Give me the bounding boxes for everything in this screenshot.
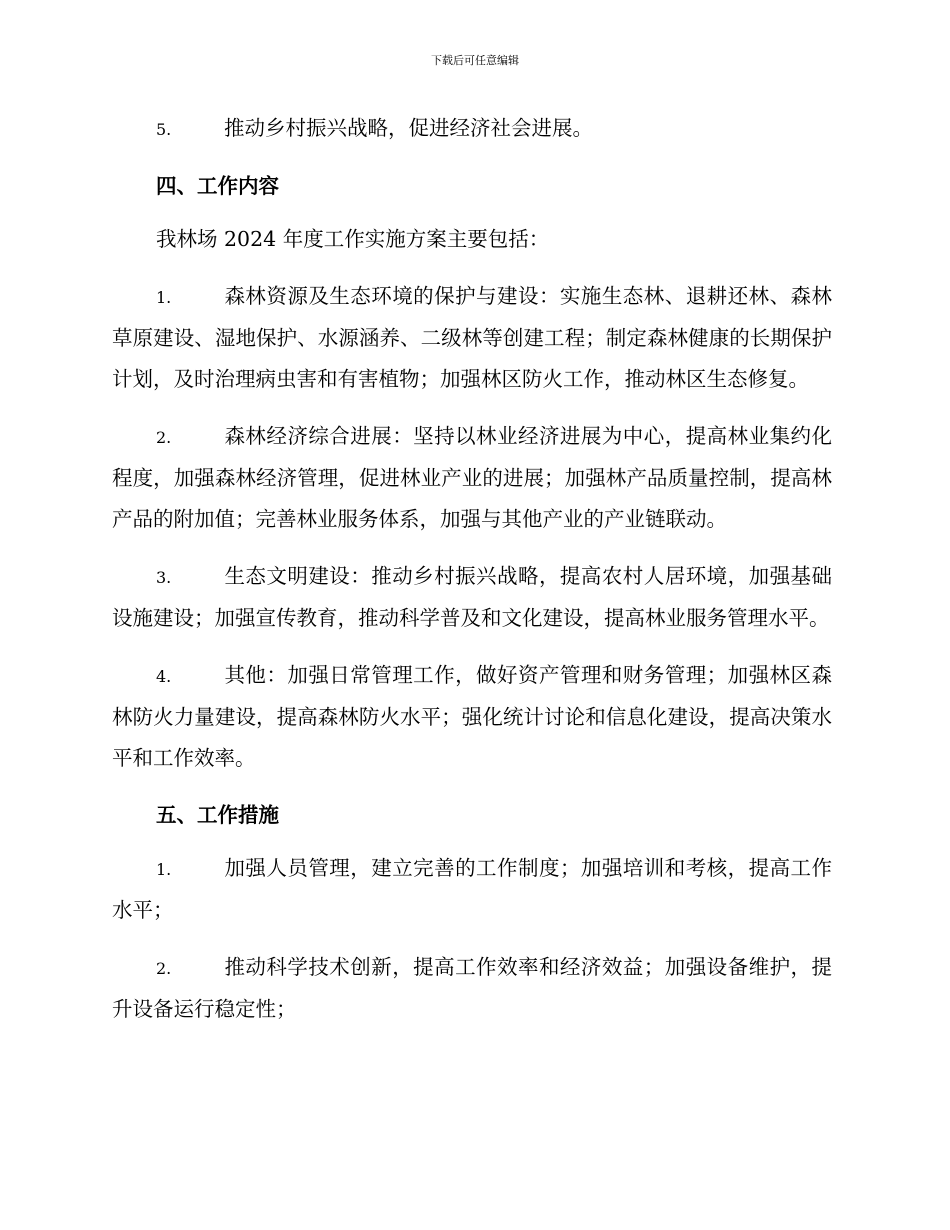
section-heading: 四、工作内容 bbox=[156, 174, 279, 198]
item-number: 1. bbox=[156, 860, 172, 879]
document-body bbox=[112, 108, 832, 1046]
item-text: 加强人员管理，建立完善的工作制度；加强培训和考核，提高工作水平； bbox=[112, 856, 832, 922]
list-item bbox=[112, 947, 832, 1030]
item-text: 森林资源及生态环境的保护与建设：实施生态林、退耕还林、森林草原建设、湿地保护、水源涵养、二级林等创建工程；制定森林健康的长期保护计划，及时治理病虫害和有害植物；加强林区防火工作，推动林区生态修复。 bbox=[112, 284, 832, 391]
list-item bbox=[112, 276, 832, 400]
list-item bbox=[112, 416, 832, 540]
section-intro: 我林场 2024 年度工作实施方案主要包括： bbox=[156, 227, 550, 251]
item-number: 2. bbox=[156, 428, 172, 447]
section-heading: 五、工作措施 bbox=[156, 803, 279, 827]
list-item bbox=[112, 556, 832, 639]
list-item bbox=[112, 655, 832, 779]
page-header: 下载后可任意编辑 bbox=[431, 54, 519, 67]
item-number: 3. bbox=[156, 568, 172, 587]
item-text: 森林经济综合进展：坚持以林业经济进展为中心，提高林业集约化程度，加强森林经济管理，促进林业产业的进展；加强林产品质量控制，提高林产品的附加值；完善林业服务体系，加强与其他产业的产业链联动。 bbox=[112, 424, 832, 531]
item-text: 推动乡村振兴战略，促进经济社会进展。 bbox=[224, 116, 593, 140]
item-text: 其他：加强日常管理工作，做好资产管理和财务管理；加强林区森林防火力量建设，提高森林防火水平；强化统计讨论和信息化建设，提高决策水平和工作效率。 bbox=[112, 663, 832, 770]
item-text: 生态文明建设：推动乡村振兴战略，提高农村人居环境，加强基础设施建设；加强宣传教育，推动科学普及和文化建设，提高林业服务管理水平。 bbox=[112, 564, 832, 630]
item-number: 1. bbox=[156, 288, 172, 307]
item-number: 5. bbox=[156, 120, 172, 139]
list-item bbox=[112, 108, 832, 150]
item-number: 2. bbox=[156, 959, 172, 978]
list-item bbox=[112, 848, 832, 931]
item-number: 4. bbox=[156, 667, 172, 686]
item-text: 推动科学技术创新，提高工作效率和经济效益；加强设备维护，提升设备运行稳定性； bbox=[112, 955, 832, 1021]
